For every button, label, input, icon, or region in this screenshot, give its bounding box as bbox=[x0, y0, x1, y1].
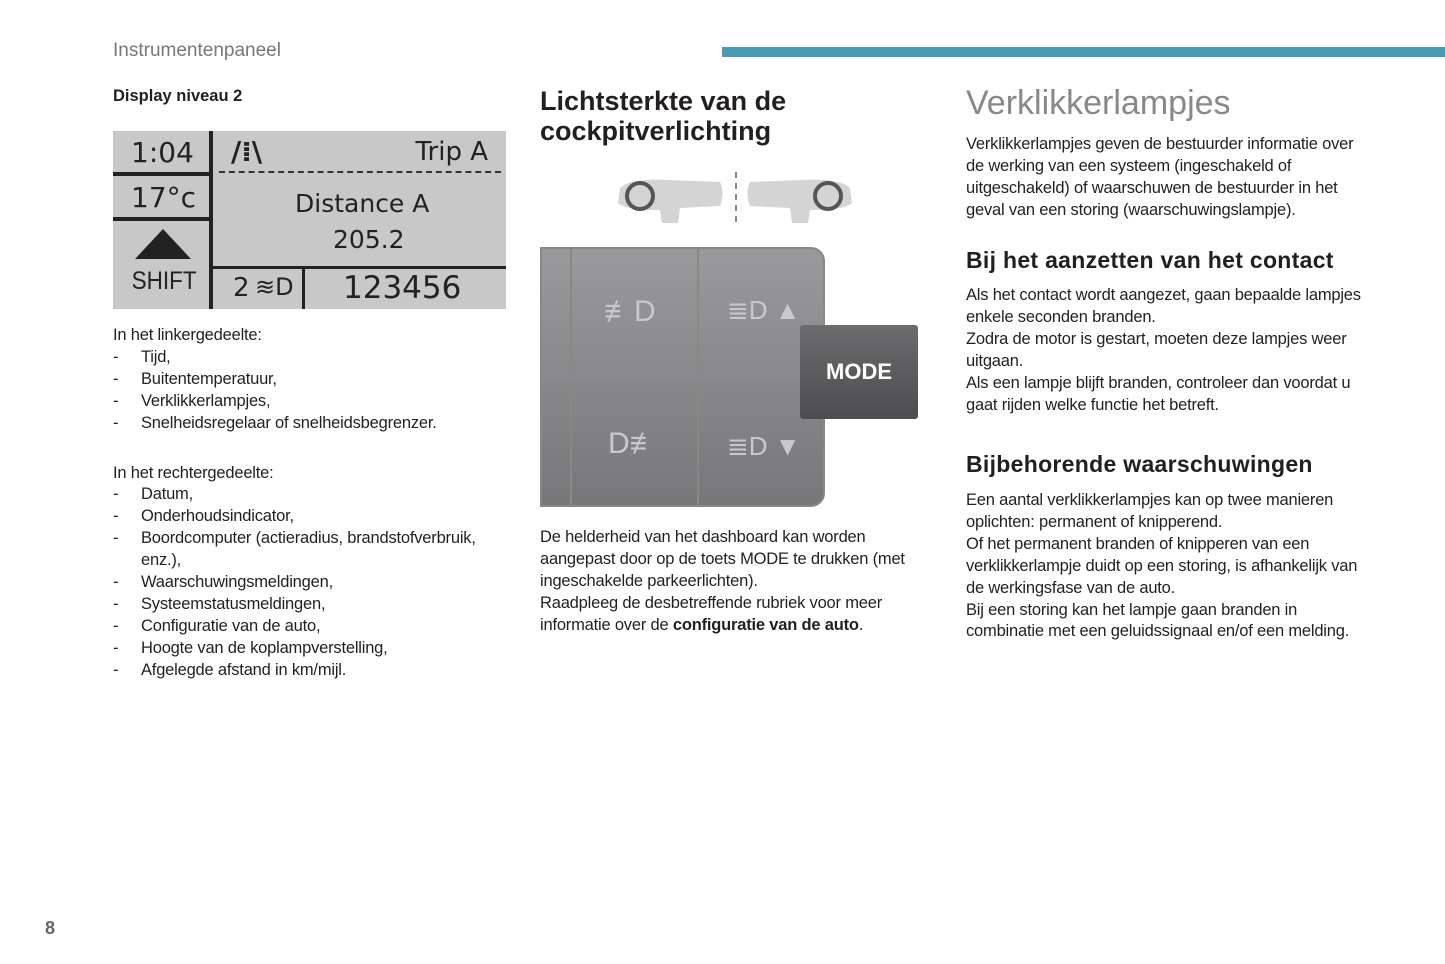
warnings-text: Of het permanent branden of knipperen van een verklikkerlampje duidt op een storing, is afhankelijk van de werkingsfase van de auto. bbox=[966, 534, 1358, 597]
lcd-distance-label: Distance A bbox=[295, 189, 430, 218]
lcd-trip: Trip A bbox=[415, 137, 488, 167]
headlamp-up-icon[interactable]: ≣D ▲ bbox=[727, 295, 801, 325]
mode-button[interactable]: MODE bbox=[800, 325, 918, 419]
right-intro: In het rechtergedeelte: bbox=[113, 463, 274, 482]
configuration-reference: configuratie van de auto bbox=[672, 615, 859, 634]
page-number: 8 bbox=[45, 918, 56, 938]
warnings-text: Bij een storing kan het lampje gaan branden in combinatie met een geluidssignaal en/of een melding. bbox=[966, 600, 1350, 641]
warning-lights-intro: Verklikkerlampjes geven de bestuurder informatie over de werking van een systeem (ingeschakeld of uitgeschakeld) of waarschuwen de bestuurder in het geval van een storing (waarschuwingslampje). bbox=[966, 135, 1354, 219]
steering-wheel-diagram bbox=[610, 168, 860, 230]
headlamp-down-icon[interactable]: ≣D ▼ bbox=[727, 431, 801, 461]
contact-text: Als een lampje blijft branden, controleer dan voordat u gaat rijden welke functie het betreft. bbox=[966, 373, 1351, 414]
road-icon: /⁞\ bbox=[231, 135, 263, 168]
list-item: - Onderhoudsindicator, bbox=[113, 506, 513, 528]
list-item: - Hoogte van de koplampverstelling, bbox=[113, 638, 513, 660]
contact-heading: Bij het aanzetten van het contact bbox=[966, 247, 1334, 273]
brightness-title: Lichtsterkte van de cockpitverlichting bbox=[540, 86, 787, 146]
brightness-text: De helderheid van het dashboard kan worden aangepast door op de toets MODE te drukken (met ingeschakelde parkeerlichten). bbox=[540, 528, 905, 590]
list-item: - Buitentemperatuur, bbox=[113, 369, 513, 391]
warnings-text: Een aantal verklikkerlampjes kan op twee manieren oplichten: permanent of knipperend. bbox=[966, 491, 1334, 531]
warning-lights-title: Verklikkerlampjes bbox=[966, 84, 1231, 122]
list-item: - Snelheidsregelaar of snelheidsbegrenzer. bbox=[113, 413, 513, 435]
accent-bar bbox=[722, 47, 1445, 57]
lcd-odometer: 123456 bbox=[343, 270, 462, 306]
left-intro: In het linkergedeelte: bbox=[113, 326, 262, 344]
list-item: - Afgelegde afstand in km/mijl. bbox=[113, 660, 513, 682]
front-fog-lamp-icon[interactable]: ≢D bbox=[604, 295, 656, 328]
list-item: - Configuratie van de auto, bbox=[113, 616, 513, 638]
display-title: Display niveau 2 bbox=[113, 87, 243, 105]
headlamp-icon: ≋D bbox=[255, 273, 294, 301]
lcd-distance-value: 205.2 bbox=[333, 225, 405, 254]
lcd-shift: SHIFT bbox=[131, 267, 197, 295]
warnings-heading: Bijbehorende waarschuwingen bbox=[966, 451, 1313, 477]
list-item: - Tijd, bbox=[113, 347, 513, 369]
contact-text: Zodra de motor is gestart, moeten deze lampjes weer uitgaan. bbox=[966, 329, 1347, 370]
list-item: - Boordcomputer (actieradius, brandstofverbruik, enz.), bbox=[113, 528, 513, 572]
see-also-text: Raadpleeg de desbetreffende rubriek voor meer informatie over de configuratie van de auto. bbox=[540, 593, 883, 634]
lcd-temp: 17°c bbox=[131, 181, 197, 214]
lcd-headlamp-level: 2 bbox=[233, 273, 250, 303]
list-item: - Verklikkerlampjes, bbox=[113, 391, 513, 413]
shift-up-icon bbox=[135, 229, 191, 259]
lcd-time: 1:04 bbox=[131, 136, 194, 169]
list-item: - Waarschuwingsmeldingen, bbox=[113, 572, 513, 594]
list-item: - Datum, bbox=[113, 484, 513, 506]
lcd-display bbox=[113, 131, 506, 309]
left-list bbox=[113, 347, 513, 435]
rear-fog-lamp-icon[interactable]: D≢ bbox=[608, 427, 660, 460]
lighting-switch-panel bbox=[540, 247, 825, 507]
right-list bbox=[113, 484, 513, 681]
section-header: Instrumentenpaneel bbox=[113, 40, 281, 61]
contact-text: Als het contact wordt aangezet, gaan bepaalde lampjes enkele seconden branden. bbox=[966, 286, 1361, 326]
list-item: - Systeemstatusmeldingen, bbox=[113, 594, 513, 616]
